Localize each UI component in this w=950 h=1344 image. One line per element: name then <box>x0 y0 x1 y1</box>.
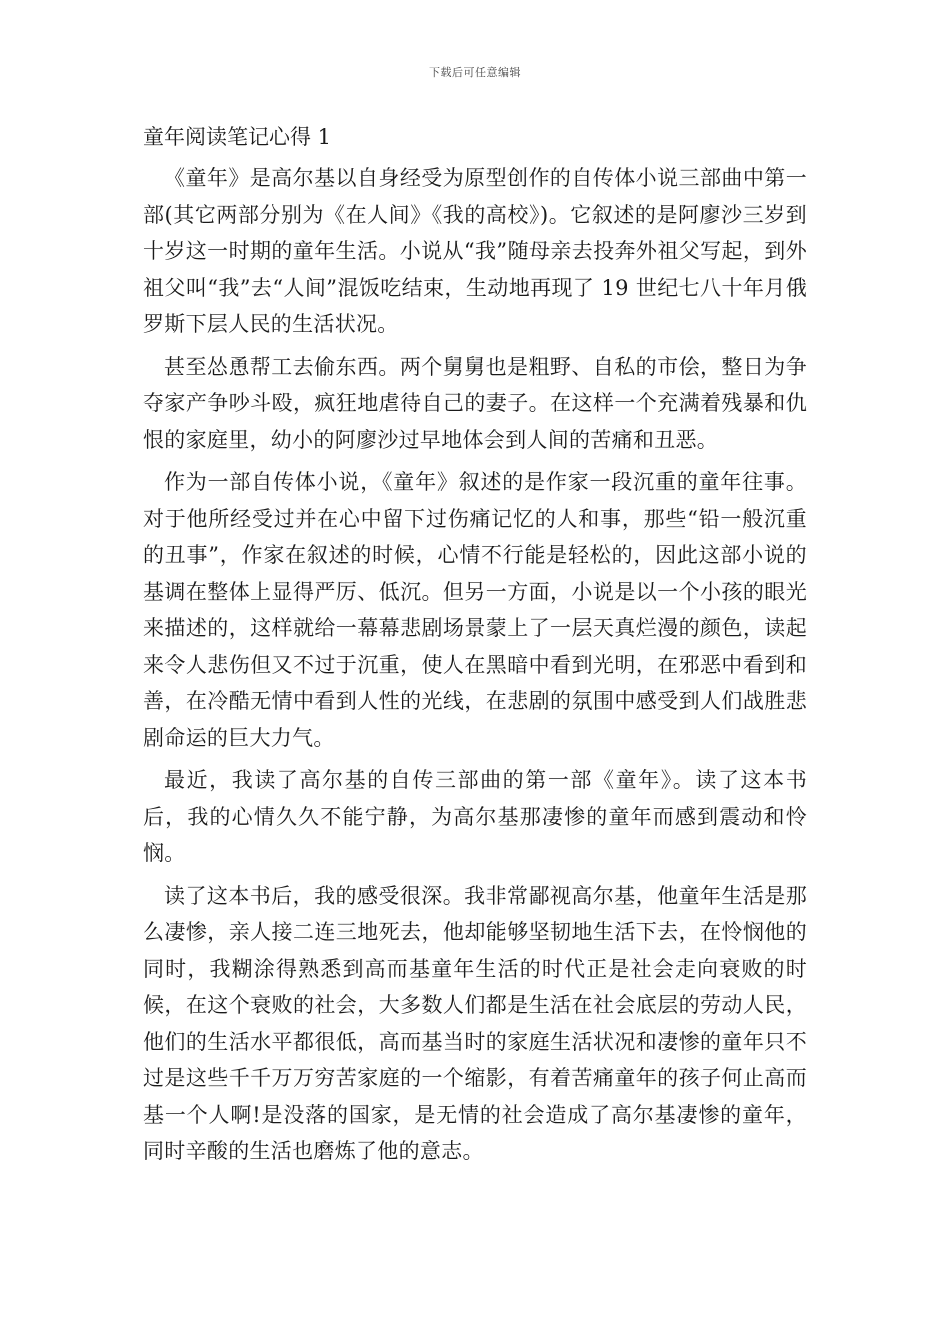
paragraph-5: 读了这本书后，我的感受很深。我非常鄙视高尔基，他童年生活是那么凄惨，亲人接二连三地死去，他却能够坚韧地生活下去，在怜悯他的同时，我糊涂得熟悉到高而基童年生活的时代正是社会走向衰败的时候，在这个衰败的社会，大多数人们都是生活在社会底层的劳动人民，他们的生活水平都很低，高而基当时的家庭生活状况和凄惨的童年只不过是这些千千万万穷苦家庭的一个缩影，有着苦痛童年的孩子何止高而基一个人啊!是没落的国家，是无情的社会造成了高尔基凄惨的童年，同时辛酸的生活也磨炼了他的意志。 <box>143 883 807 1163</box>
paragraph-3: 作为一部自传体小说，《童年》叙述的是作家一段沉重的童年往事。对于他所经受过并在心中留下过伤痛记忆的人和事，那些“铅一般沉重的丑事”，作家在叙述的时候，心情不行能是轻松的，因此这部小说的基调在整体上显得严厉、低沉。但另一方面，小说是以一个小孩的眼光来描述的，这样就给一幕幕悲剧场景蒙上了一层天真烂漫的颜色，读起来令人悲伤但又不过于沉重，使人在黑暗中看到光明，在邪恶中看到和善，在冷酷无情中看到人性的光线，在悲剧的氛围中感受到人们战胜悲剧命运的巨大力气。 <box>143 470 807 750</box>
paragraph-4: 最近，我读了高尔基的自传三部曲的第一部《童年》。读了这本书后，我的心情久久不能宁静，为高尔基那凄惨的童年而感到震动和怜悯。 <box>143 768 807 865</box>
document-title: 童年阅读笔记心得 1 <box>143 125 332 149</box>
header-note: 下载后可任意编辑 <box>429 66 521 79</box>
paragraph-1: 《童年》是高尔基以自身经受为原型创作的自传体小说三部曲中第一部(其它两部分别为《在人间》《我的高校》)。它叙述的是阿廖沙三岁到十岁这一时期的童年生活。小说从“我”随母亲去投奔外祖父写起，到外祖父叫“我”去“人间”混饭吃结束，生动地再现了 19 世纪七八十年月俄罗斯下层人民的生活状况。 <box>143 166 807 336</box>
paragraph-2: 甚至怂恿帮工去偷东西。两个舅舅也是粗野、自私的市侩，整日为争夺家产争吵斗殴，疯狂地虐待自己的妻子。在这样一个充满着残暴和仇恨的家庭里，幼小的阿廖沙过早地体会到人间的苦痛和丑恶。 <box>143 354 807 452</box>
document-body <box>143 120 807 1176</box>
